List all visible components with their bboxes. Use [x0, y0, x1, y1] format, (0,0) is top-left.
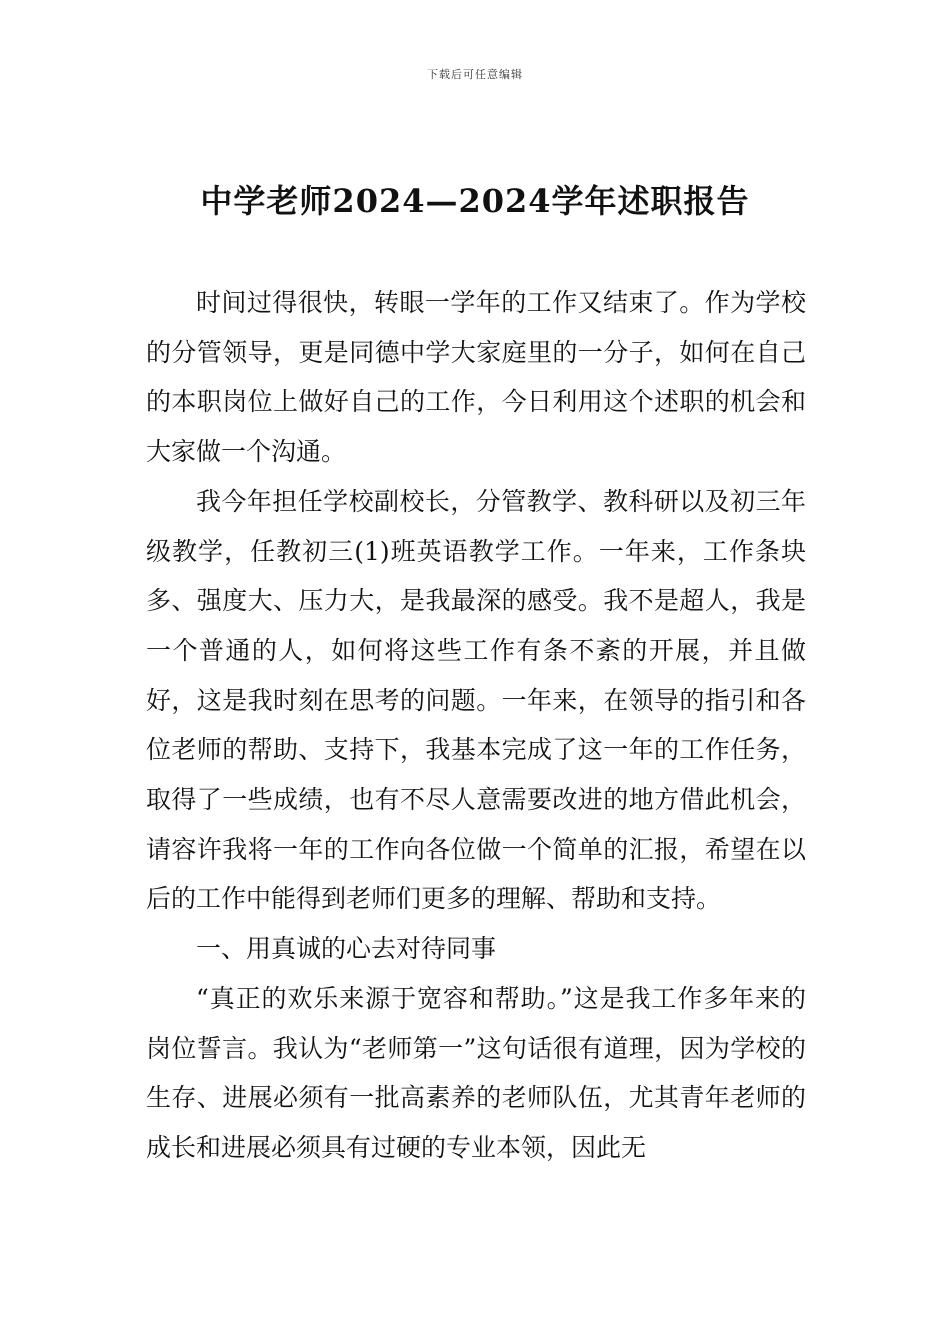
- header-note: 下载后可任意编辑: [427, 68, 523, 81]
- document-title: 中学老师2024—2024学年述职报告: [200, 182, 750, 220]
- paragraph-colleagues: “真正的欢乐来源于宽容和帮助。”这是我工作多年来的岗位誓言。我认为“老师第一”这句话很有道理，因为学校的生存、进展必须有一批高素养的老师队伍，尤其青年老师的成长和进展必须具有过硬的专业本领，因此无: [146, 983, 806, 1162]
- paragraph-duties: 我今年担任学校副校长，分管教学、教科研以及初三年级教学，任教初三(1)班英语教学工作。一年来，工作条块多、强度大、压力大，是我最深的感受。我不是超人，我是一个普通的人，如何将这些工作有条不紊的开展，并且做好，这是我时刻在思考的问题。一年来，在领导的指引和各位老师的帮助、支持下，我基本完成了这一年的工作任务，取得了一些成绩，也有不尽人意需要改进的地方借此机会，请容许我将一年的工作向各位做一个简单的汇报，希望在以后的工作中能得到老师们更多的理解、帮助和支持。: [146, 486, 806, 914]
- section-heading-1: 一、用真诚的心去对待同事: [196, 934, 497, 964]
- document-body: [146, 278, 806, 1173]
- paragraph-intro: 时间过得很快，转眼一学年的工作又结束了。作为学校的分管领导，更是同德中学大家庭里的一分子，如何在自己的本职岗位上做好自己的工作，今日利用这个述职的机会和大家做一个沟通。: [146, 288, 806, 467]
